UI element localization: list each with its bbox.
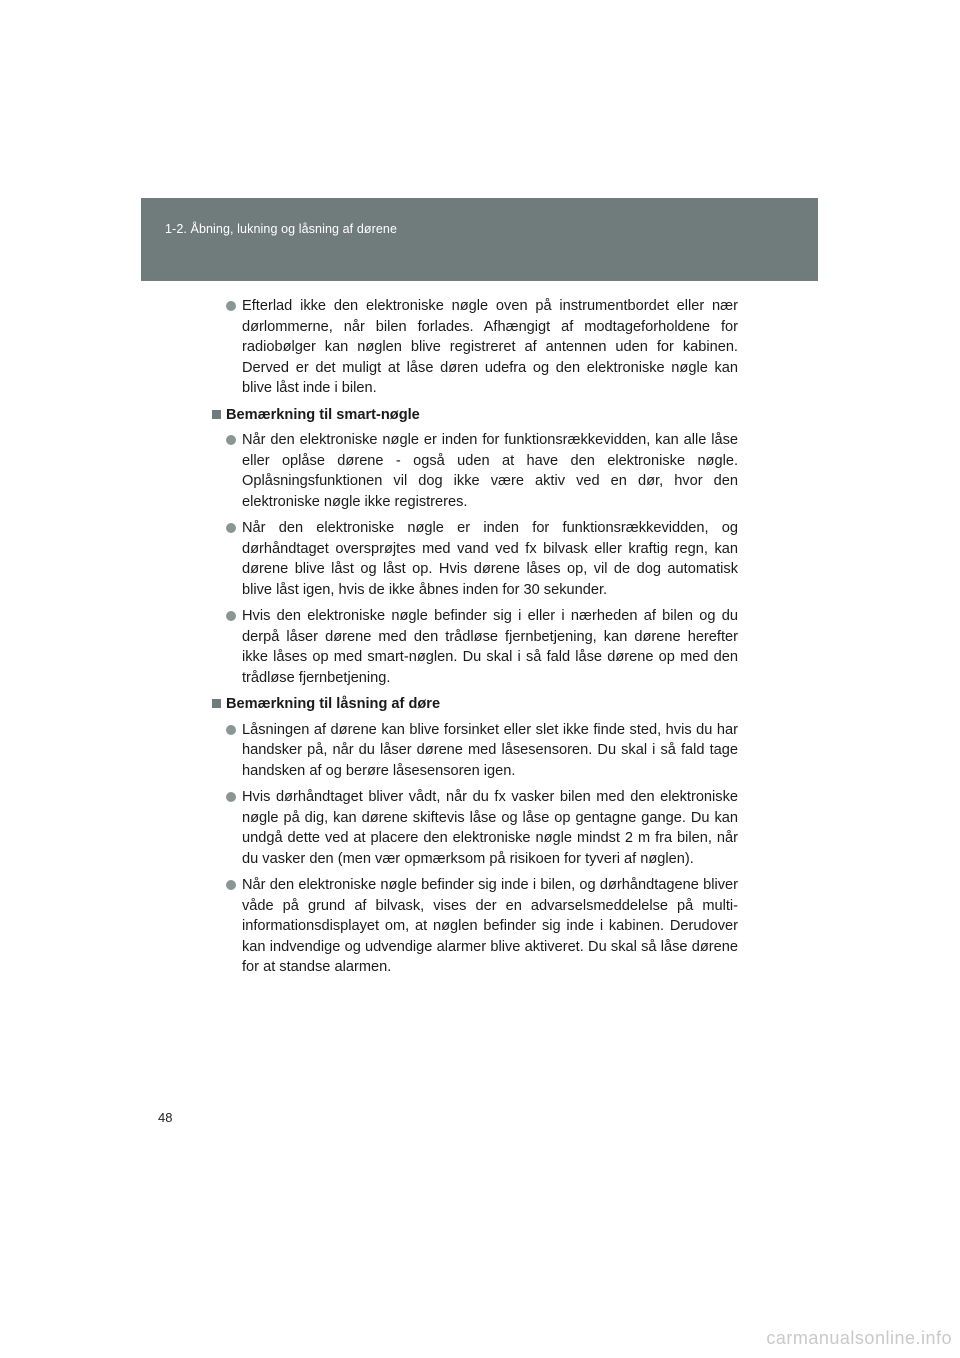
- bullet-text: Låsningen af dørene kan blive forsinket eller slet ikke finde sted, hvis du har handsker på, når du låser dørene med låsesensoren. Du skal i så fald tage handsken af og berøre låsesensoren igen.: [242, 721, 738, 779]
- square-bullet-icon: [212, 410, 221, 419]
- bullet-text: Hvis dørhåndtaget bliver vådt, når du fx vasker bilen med den elektroniske nøgle på dig, kan dørene skiftevis låse og låse op gentagne gange. Du kan undgå dette ved at placere den elektroniske nøgle mindst 2 m fra bilen, når du vasker den (men vær opmærksom på risikoen for tyveri af nøglen).: [242, 789, 738, 867]
- page-content: [212, 296, 738, 984]
- bullet-item: [212, 720, 738, 782]
- bullet-text: Når den elektroniske nøgle er inden for funktionsrækkevidden, kan alle låse eller oplåse dørene - også uden at have den elektroniske nøgle. Oplåsningsfunktionen vil dog ikke være aktiv ved en dør, hvor den elektroniske nøgle ikke registreres.: [242, 432, 738, 510]
- section-heading-text: Bemærkning til smart-nøgle: [226, 406, 420, 423]
- bullet-dot-icon: [226, 611, 236, 621]
- bullet-item: [212, 430, 738, 512]
- bullet-item: [212, 787, 738, 869]
- square-bullet-icon: [212, 699, 221, 708]
- section-heading-text: Bemærkning til låsning af døre: [226, 696, 441, 712]
- section-header-band: [141, 198, 818, 281]
- bullet-dot-icon: [226, 435, 236, 445]
- bullet-item: [212, 875, 738, 978]
- bullet-dot-icon: [226, 301, 236, 311]
- bullet-item: [212, 606, 738, 688]
- section-heading-smart-key: [212, 405, 738, 426]
- bullet-dot-icon: [226, 725, 236, 735]
- bullet-dot-icon: [226, 523, 236, 533]
- section-title: 1-2. Åbning, lukning og låsning af dørene: [165, 222, 398, 236]
- page-number: 48: [158, 1110, 173, 1125]
- bullet-dot-icon: [226, 880, 236, 890]
- bullet-dot-icon: [226, 792, 236, 802]
- bullet-text: Hvis den elektroniske nøgle befinder sig i eller i nærheden af bilen og du derpå låser dørene med den trådløse fjernbetjening, kan dørene herefter ikke låses op med smart-nøglen. Du skal i så fald låse dørene op med den trådløse fjernbetjening.: [242, 608, 738, 686]
- bullet-text: Når den elektroniske nøgle er inden for funktionsrækkevidden, og dørhåndtaget oversprøjtes med vand ved fx bilvask eller kraftig regn, kan dørene blive låst og låst op. Hvis dørene låses op, vil de dog automatisk blive låst igen, hvis de ikke åbnes inden for 30 sekunder.: [242, 520, 738, 598]
- bullet-text: Når den elektroniske nøgle befinder sig inde i bilen, og dørhåndtagene bliver våde på grund af bilvask, vises der en advarselsmeddelelse på multi-informationsdisplayet om, at nøglen befinder sig inde i kabinen. Derudover kan indvendige og udvendige alarmer blive aktiveret. Du skal så låse dørene for at standse alarmen.: [242, 877, 738, 975]
- bullet-item: [212, 518, 738, 600]
- bullet-text: Efterlad ikke den elektroniske nøgle oven på instrumentbordet eller nær dørlommerne, når bilen forlades. Afhængigt af modtageforholdene for radiobølger kan nøglen blive registreret af antennen uden for kabinen. Derved er det muligt at låse døren udefra og den elektroniske nøgle kan blive låst inde i bilen.: [242, 298, 738, 396]
- bullet-item: [212, 296, 738, 399]
- section-heading-door-locking: [212, 694, 738, 715]
- watermark: carmanualsonline.info: [766, 1328, 952, 1348]
